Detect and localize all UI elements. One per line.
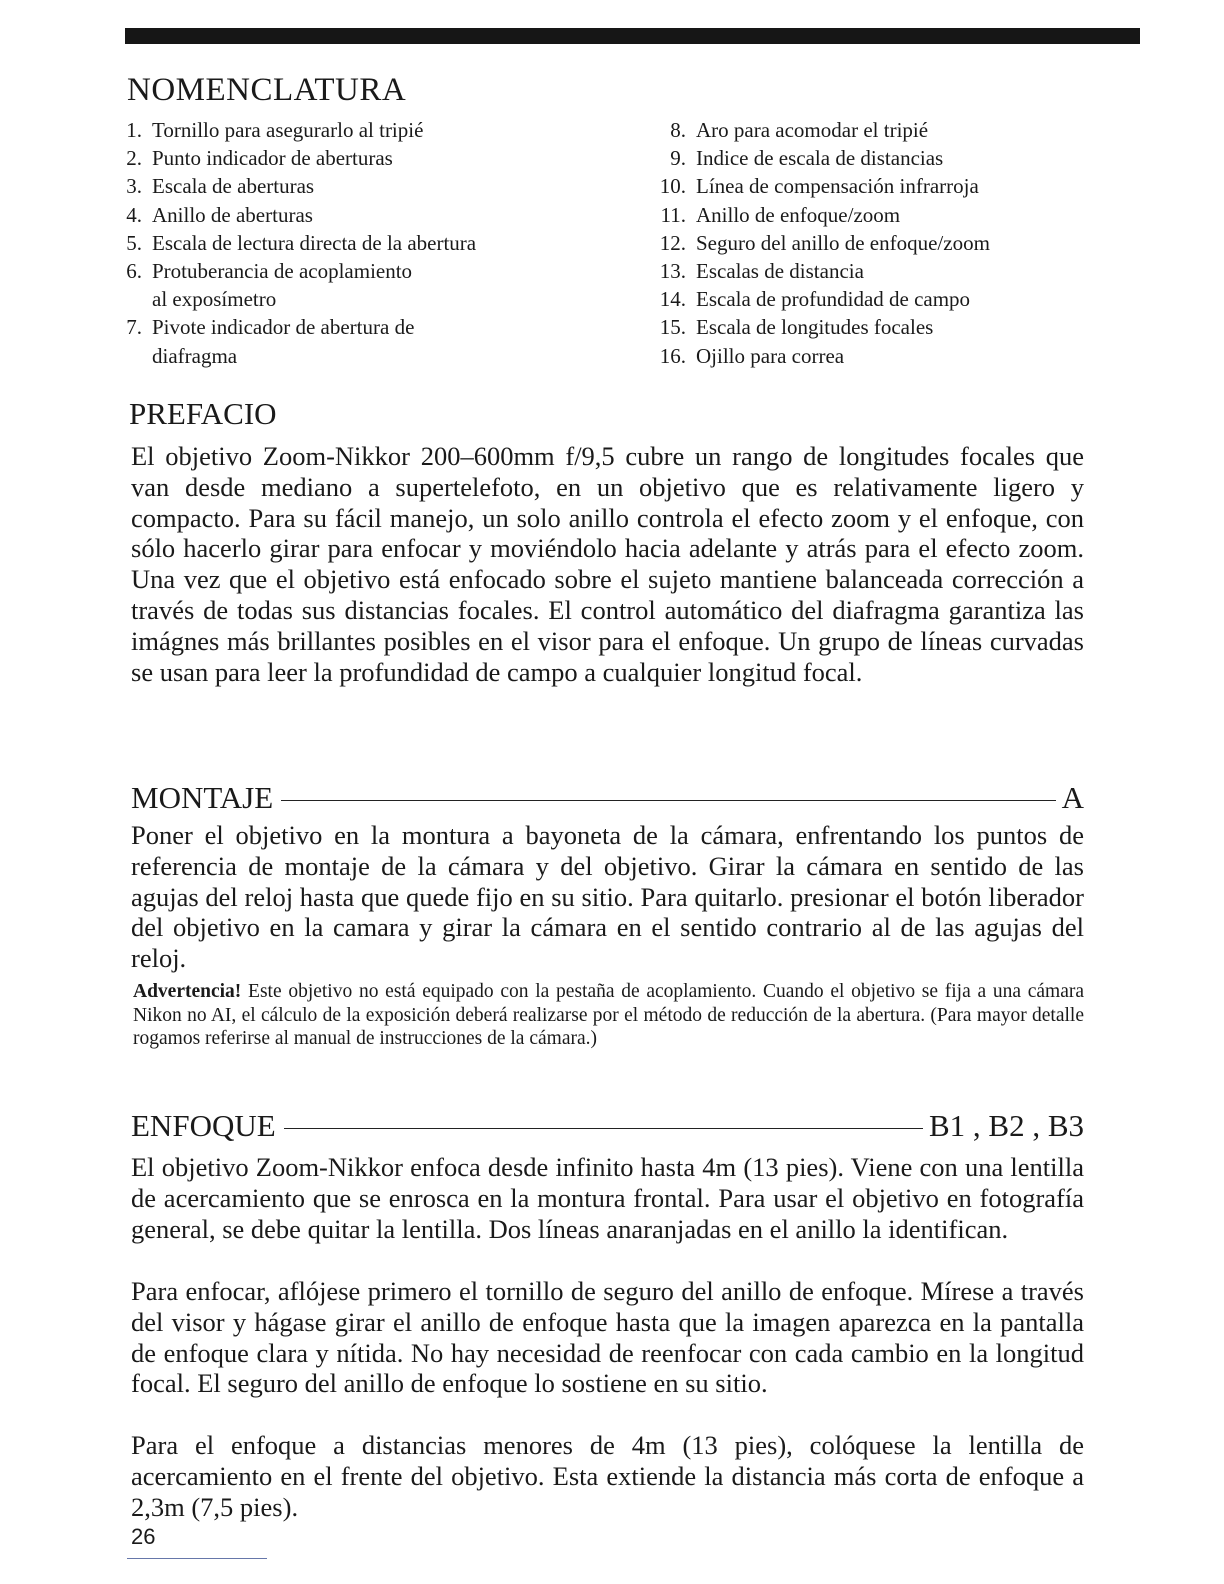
warning-note	[133, 980, 1084, 1051]
montaje-paragraph: Poner el objetivo en la montura a bayoneta de la cámara, enfrentando los puntos de referencia de montaje de la cámara y del objetivo. Girar la cámara en sentido de las agujas del reloj hasta que quede fijo en su sitio. Para quitarlo. presionar el botón liberador del objetivo en la camara y girar la cámara en el sentido contrario al de las agujas del reloj.	[131, 820, 1084, 974]
list-item: 5. Escala de lectura directa de la abertura	[126, 230, 477, 255]
montaje-heading	[131, 780, 1084, 816]
list-item: 12. Seguro del anillo de enfoque/zoom	[659, 230, 990, 255]
list-item: 3. Escala de aberturas	[126, 174, 315, 199]
list-item: 2. Punto indicador de aberturas	[126, 146, 393, 171]
list-item: 16. Ojillo para correa	[659, 343, 845, 368]
montaje-figure-ref: A	[1061, 780, 1084, 815]
list-item: 13. Escalas de distancia	[659, 259, 864, 284]
enfoque-title: ENFOQUE	[131, 1108, 276, 1143]
list-item: diafragma	[152, 343, 238, 368]
list-item: al exposímetro	[152, 287, 277, 312]
nomenclatura-heading: NOMENCLATURA	[127, 72, 407, 108]
prefacio-paragraph: El objetivo Zoom-Nikkor 200–600mm f/9,5 cubre un rango de longitudes focales que van desde mediano a supertelefoto, en un objetivo que es relativamente ligero y compacto. Para su fácil manejo, un solo anillo controla el efecto zoom y el enfoque, con sólo hacerlo girar para enfocar y moviéndolo hacia adelante y atrás para el efecto zoom. Una vez que el objetivo está enfocado sobre el sujeto mantiene balanceada corrección a través de todas sus distancias focales. El control automático del diafragma garantiza las imágnes más brillantes posibles en el visor para el enfoque. Un grupo de líneas curvadas se usan para leer la profundidad de campo a cualquier longitud focal.	[131, 441, 1084, 687]
enfoque-paragraph-1: El objetivo Zoom-Nikkor enfoca desde infinito hasta 4m (13 pies). Viene con una lentilla de acercamiento que se enrosca en la montura frontal. Para usar el objetivo en fotografía general, se debe quitar la lentilla. Dos líneas anaranjadas en el anillo la identifican.	[131, 1152, 1084, 1244]
list-item: 11. Anillo de enfoque/zoom	[660, 202, 901, 227]
list-item: 4. Anillo de aberturas	[126, 202, 313, 227]
header-bar	[125, 28, 1140, 44]
list-item: 9. Indice de escala de distancias	[670, 146, 944, 171]
enfoque-figure-ref: B1 , B2 , B3	[928, 1108, 1084, 1143]
parts-list-left	[110, 116, 620, 370]
parts-list-right	[630, 116, 1100, 370]
list-item: 7. Pivote indicador de abertura de	[126, 315, 415, 340]
list-item: 14. Escala de profundidad de campo	[659, 287, 971, 312]
footer-rule	[127, 1558, 267, 1559]
list-item: 15. Escala de longitudes focales	[659, 315, 934, 340]
warning-text: Este objetivo no está equipado con la pestaña de acoplamiento. Cuando el objetivo se fija a una cámara Nikon no AI, el cálculo de la exposición deberá realizarse por el método de reducción de la abertura. (Para mayor detalle rogamos referirse al manual de instrucciones de la cámara.)	[133, 981, 1084, 1049]
list-item: 8. Aro para acomodar el tripié	[670, 118, 929, 142]
heading-rule	[284, 1128, 923, 1129]
prefacio-heading: PREFACIO	[129, 396, 277, 431]
heading-rule	[281, 800, 1055, 801]
page-number: 26	[131, 1524, 156, 1549]
enfoque-paragraph-3: Para el enfoque a distancias menores de 4m (13 pies), colóquese la lentilla de acercamiento en el frente del objetivo. Esta extiende la distancia más corta de enfoque a 2,3m (7,5 pies).	[131, 1430, 1084, 1522]
enfoque-paragraph-2: Para enfocar, aflójese primero el tornillo de seguro del anillo de enfoque. Mírese a través del visor y hágase girar el anillo de enfoque hasta que la imagen aparezca en la pantalla de enfoque clara y nítida. No hay necesidad de reenfocar con cada cambio en la longitud focal. El seguro del anillo de enfoque lo sostiene en su sitio.	[131, 1276, 1084, 1399]
list-item: 6. Protuberancia de acoplamiento	[126, 259, 413, 284]
list-item: 10. Línea de compensación infrarroja	[659, 174, 979, 199]
list-item: 1. Tornillo para asegurarlo al tripié	[126, 118, 424, 142]
warning-label: Advertencia!	[133, 981, 242, 1002]
enfoque-heading	[131, 1108, 1084, 1144]
montaje-title: MONTAJE	[131, 780, 274, 815]
